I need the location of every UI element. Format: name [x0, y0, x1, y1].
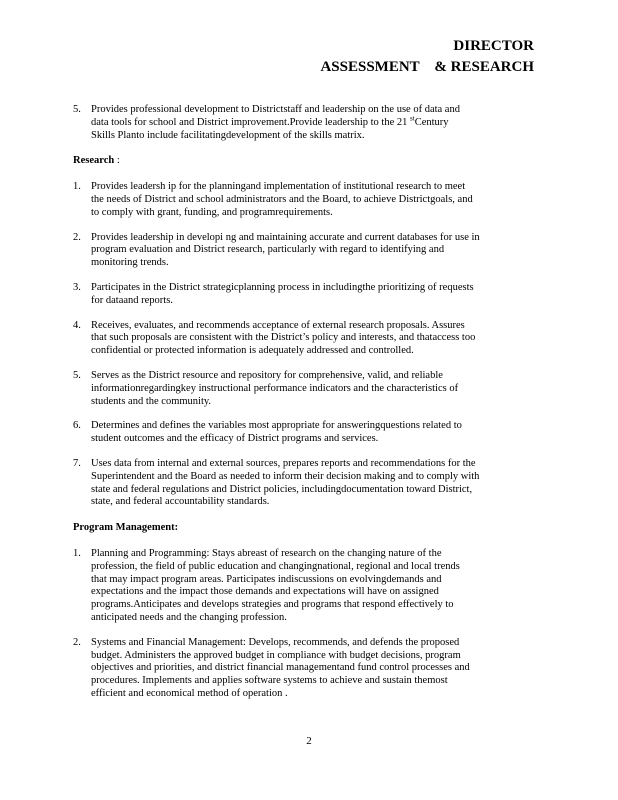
- intro-list-item: [73, 104, 543, 142]
- program-management-list: [73, 548, 543, 701]
- list-item-line: the needs of District and school administrators and the Board, to achieve Districtgoals, and: [91, 193, 473, 205]
- list-item-number: 5.: [73, 104, 81, 115]
- list-item-line: state, and federal accountability standards.: [91, 496, 270, 508]
- list-item-line: to comply with grant, funding, and programrequirements.: [91, 206, 333, 218]
- superscript-st: st: [410, 114, 415, 123]
- research-list: [73, 181, 543, 509]
- list-item-line: Serves as the District resource and repository for comprehensive, valid, and reliable: [91, 369, 443, 381]
- list-item-line: students and the community.: [91, 395, 212, 407]
- list-item-line: Determines and defines the variables most appropriate for answeringquestions related to: [91, 420, 462, 432]
- list-item-line: Provides leadership in developi ng and maintaining accurate and current databases for use in: [91, 231, 480, 243]
- research-list-item-3: [73, 282, 543, 308]
- section-heading-program-management: Program Management:: [73, 522, 179, 534]
- list-item-line: monitoring trends.: [91, 257, 169, 269]
- research-list-item-1: [73, 181, 543, 219]
- item-spacer: [73, 446, 543, 458]
- list-item-line: profession, the field of public education and changingnational, regional and local trends: [91, 560, 460, 572]
- research-heading-text: Research: [73, 155, 115, 167]
- list-item-line: Skills Planto include facilitatingdevelopment of the skills matrix.: [91, 129, 365, 141]
- header-title-assessment-research: ASSESSMENT & RESEARCH: [320, 59, 534, 75]
- list-item-line-text: data tools for school and District improvement.Provide leadership to the 21: [91, 116, 408, 128]
- list-item-number: 7.: [73, 457, 81, 469]
- item-spacer: [73, 408, 543, 420]
- item-spacer: [73, 358, 543, 370]
- list-item-line: anticipated needs and the changing profession.: [91, 611, 287, 623]
- page-header: [320, 36, 534, 78]
- list-item-number: 4.: [73, 319, 81, 331]
- list-item-line: Uses data from internal and external sources, prepares reports and recommendations for the: [91, 457, 476, 469]
- program-management-list-item-1: [73, 548, 543, 625]
- item-spacer: [73, 308, 543, 320]
- list-item-number: 3.: [73, 281, 81, 293]
- list-item-number: 2.: [73, 636, 81, 648]
- list-item-line: informationregardingkey instructional performance indicators and the characteristics of: [91, 382, 459, 394]
- research-list-item-5: [73, 370, 543, 408]
- list-item-line: Systems and Financial Management: Develops, recommends, and defends the proposed: [91, 636, 460, 648]
- list-item-line: Superintendent and the Board as needed to inform their decision making and to comply with: [91, 470, 480, 482]
- document-body: [73, 104, 543, 701]
- research-list-item-6: [73, 420, 543, 446]
- list-item-number: 2.: [73, 231, 81, 243]
- list-item-number: 1.: [73, 181, 81, 193]
- list-item-line-tail: Century: [414, 116, 449, 128]
- list-item-line: that may impact program areas. Participates indiscussions on evolvingdemands and: [91, 573, 442, 585]
- list-item-line: Provides professional development to Districtstaff and leadership on the use of data and: [91, 104, 460, 115]
- research-list-item-2: [73, 232, 543, 270]
- item-spacer: [73, 625, 543, 637]
- list-item-line: confidential or protected information is adequately addressed and controlled.: [91, 345, 414, 357]
- research-list-item-4: [73, 320, 543, 358]
- list-item-line: procedures. Implements and applies software systems to achieve and sustain themost: [91, 675, 448, 687]
- list-item-line: Provides leadersh ip for the planningand implementation of institutional research to meet: [91, 181, 466, 193]
- list-item-line: efficient and economical method of operation .: [91, 687, 288, 699]
- item-spacer: [73, 220, 543, 232]
- list-item-line: Receives, evaluates, and recommends acceptance of external research proposals. Assures: [91, 319, 465, 331]
- program-management-list-item-2: [73, 637, 543, 701]
- section-heading-research: [73, 155, 543, 168]
- item-spacer: [73, 270, 543, 282]
- list-item-line: that such proposals are consistent with the District’s policy and interests, and thataccess too: [91, 332, 476, 344]
- list-item-line-with-superscript: [91, 114, 543, 130]
- list-item-line: programs.Anticipates and develops strategies and programs that respond effectively to: [91, 599, 454, 611]
- list-item-line: student outcomes and the efficacy of District programs and services.: [91, 433, 379, 445]
- list-item-number: 5.: [73, 369, 81, 381]
- list-item-line: Planning and Programming: Stays abreast of research on the changing nature of the: [91, 547, 442, 559]
- list-item-line: objectives and priorities, and district financial managementand fund control processes and: [91, 662, 470, 674]
- list-item-line: Participates in the District strategicplanning process in includingthe prioritizing of requests: [91, 281, 474, 293]
- list-item-line: for dataand reports.: [91, 294, 173, 306]
- header-title-director: DIRECTOR: [453, 38, 534, 54]
- list-item-line: state and federal regulations and District policies, includingdocumentation toward District,: [91, 483, 473, 495]
- research-list-item-7: [73, 458, 543, 509]
- list-item-line: budget. Administers the approved budget in compliance with budget decisions, program: [91, 649, 461, 661]
- research-heading-suffix: :: [114, 155, 120, 167]
- list-item-number: 1.: [73, 547, 81, 559]
- page-number: 2: [306, 735, 312, 747]
- list-item-number: 6.: [73, 420, 81, 432]
- list-item-line: expectations and the impact those demands and expectations will have on assigned: [91, 586, 439, 598]
- list-item-line: program evaluation and District research, particularly with regard to identifying and: [91, 244, 445, 256]
